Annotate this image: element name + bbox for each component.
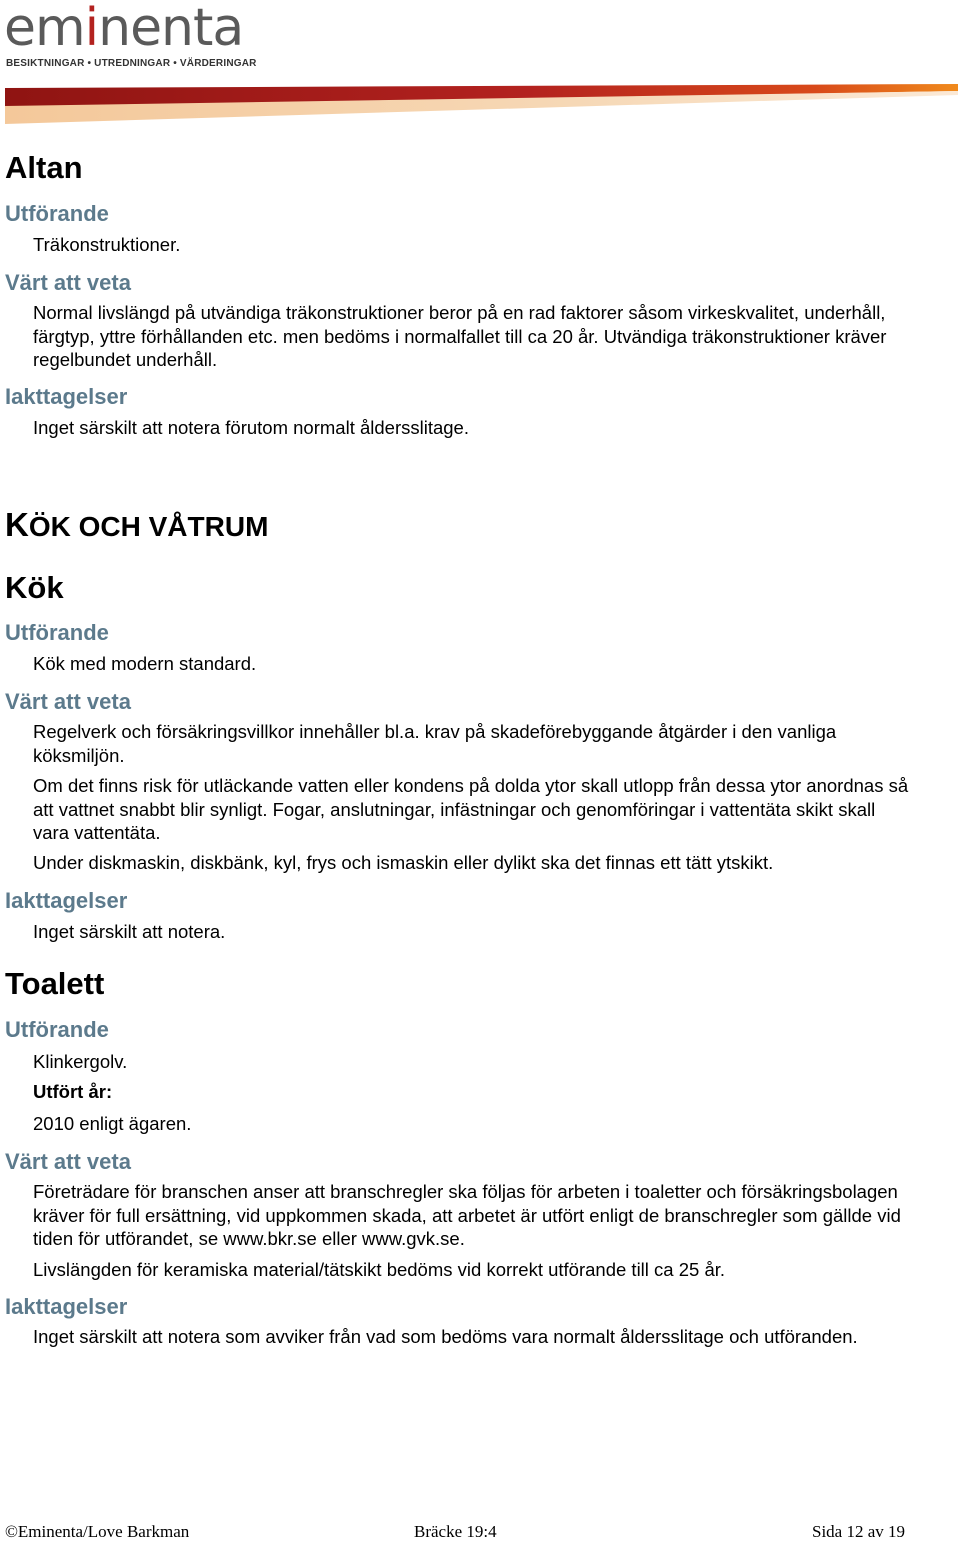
subheading-vart-att-veta: Värt att veta (5, 1149, 131, 1174)
paragraph: Inget särskilt att notera förutom normalt åldersslitage. (33, 417, 469, 438)
section-title-altan: Altan (5, 150, 83, 185)
paragraph: Livslängden för keramiska material/tätskikt bedöms vid korrekt utförande till ca 25 år. (33, 1259, 726, 1280)
section-title-toalett: Toalett (5, 966, 105, 1001)
paragraph: Regelverk och försäkringsvillkor innehåller bl.a. krav på skadeförebyggande åtgärder i den vanliga köksmiljön. (33, 721, 837, 766)
footer-page-number: Sida 12 av 19 (812, 1522, 906, 1541)
paragraph: Normal livslängd på utvändiga träkonstruktioner beror på en rad faktorer såsom virkeskvalitet, underhåll, färgtyp, yttre förhållanden etc. men bedöms i normalfallet till ca 20 år. Utvändiga träkonstruktioner kräver regelbundet underhåll. (33, 302, 887, 370)
footer-property: Bräcke 19:4 (414, 1522, 497, 1541)
subheading-utforande: Utförande (5, 1017, 109, 1042)
subheading-utforande: Utförande (5, 201, 109, 226)
label-utfort-ar: Utfört år: (33, 1081, 113, 1102)
header-banner (0, 80, 960, 128)
paragraph: Företrädare för branschen anser att branschregler ska följas för arbeten i toaletter och försäkringsbolagen kräver för full ersättning, vid uppkommen skada, att arbetet är utfört enligt de branschregler som gällde vid tiden för utförandet, se www.bkr.se eller www.gvk.se. (33, 1181, 901, 1249)
chapter-heading-kok-och-vatrum: KÖK OCH VÅTRUM (5, 506, 269, 543)
subheading-vart-att-veta: Värt att veta (5, 270, 131, 295)
subheading-iakttagelser: Iakttagelser (5, 1294, 128, 1319)
section-title-kok: Kök (5, 570, 64, 605)
subheading-iakttagelser: Iakttagelser (5, 384, 128, 409)
logo-wordmark: eminenta (4, 0, 244, 58)
paragraph: Klinkergolv. (33, 1051, 128, 1072)
footer-copyright: ©Eminenta/Love Barkman (5, 1522, 190, 1541)
subheading-utforande: Utförande (5, 620, 109, 645)
paragraph: Om det finns risk för utläckande vatten eller kondens på dolda ytor skall utlopp från dessa ytor anordnas så att vattnet snabbt blir synligt. Fogar, anslutningar, infästningar och genomföringar i vattentäta skikt skall vara vattentäta. (33, 775, 909, 843)
paragraph: Inget särskilt att notera som avviker från vad som bedöms vara normalt åldersslitage och utföranden. (33, 1326, 858, 1347)
paragraph: Under diskmaskin, diskbänk, kyl, frys och ismaskin eller dylikt ska det finnas ett tätt ytskikt. (33, 852, 774, 873)
eminenta-logo (4, 0, 257, 74)
subheading-vart-att-veta: Värt att veta (5, 689, 131, 714)
paragraph: Inget särskilt att notera. (33, 921, 226, 942)
subheading-iakttagelser: Iakttagelser (5, 888, 128, 913)
paragraph: 2010 enligt ägaren. (33, 1113, 192, 1134)
logo-tagline: BESIKTNINGAR • UTREDNINGAR • VÄRDERINGAR (6, 58, 257, 69)
paragraph: Träkonstruktioner. (33, 234, 181, 255)
paragraph: Kök med modern standard. (33, 653, 257, 674)
